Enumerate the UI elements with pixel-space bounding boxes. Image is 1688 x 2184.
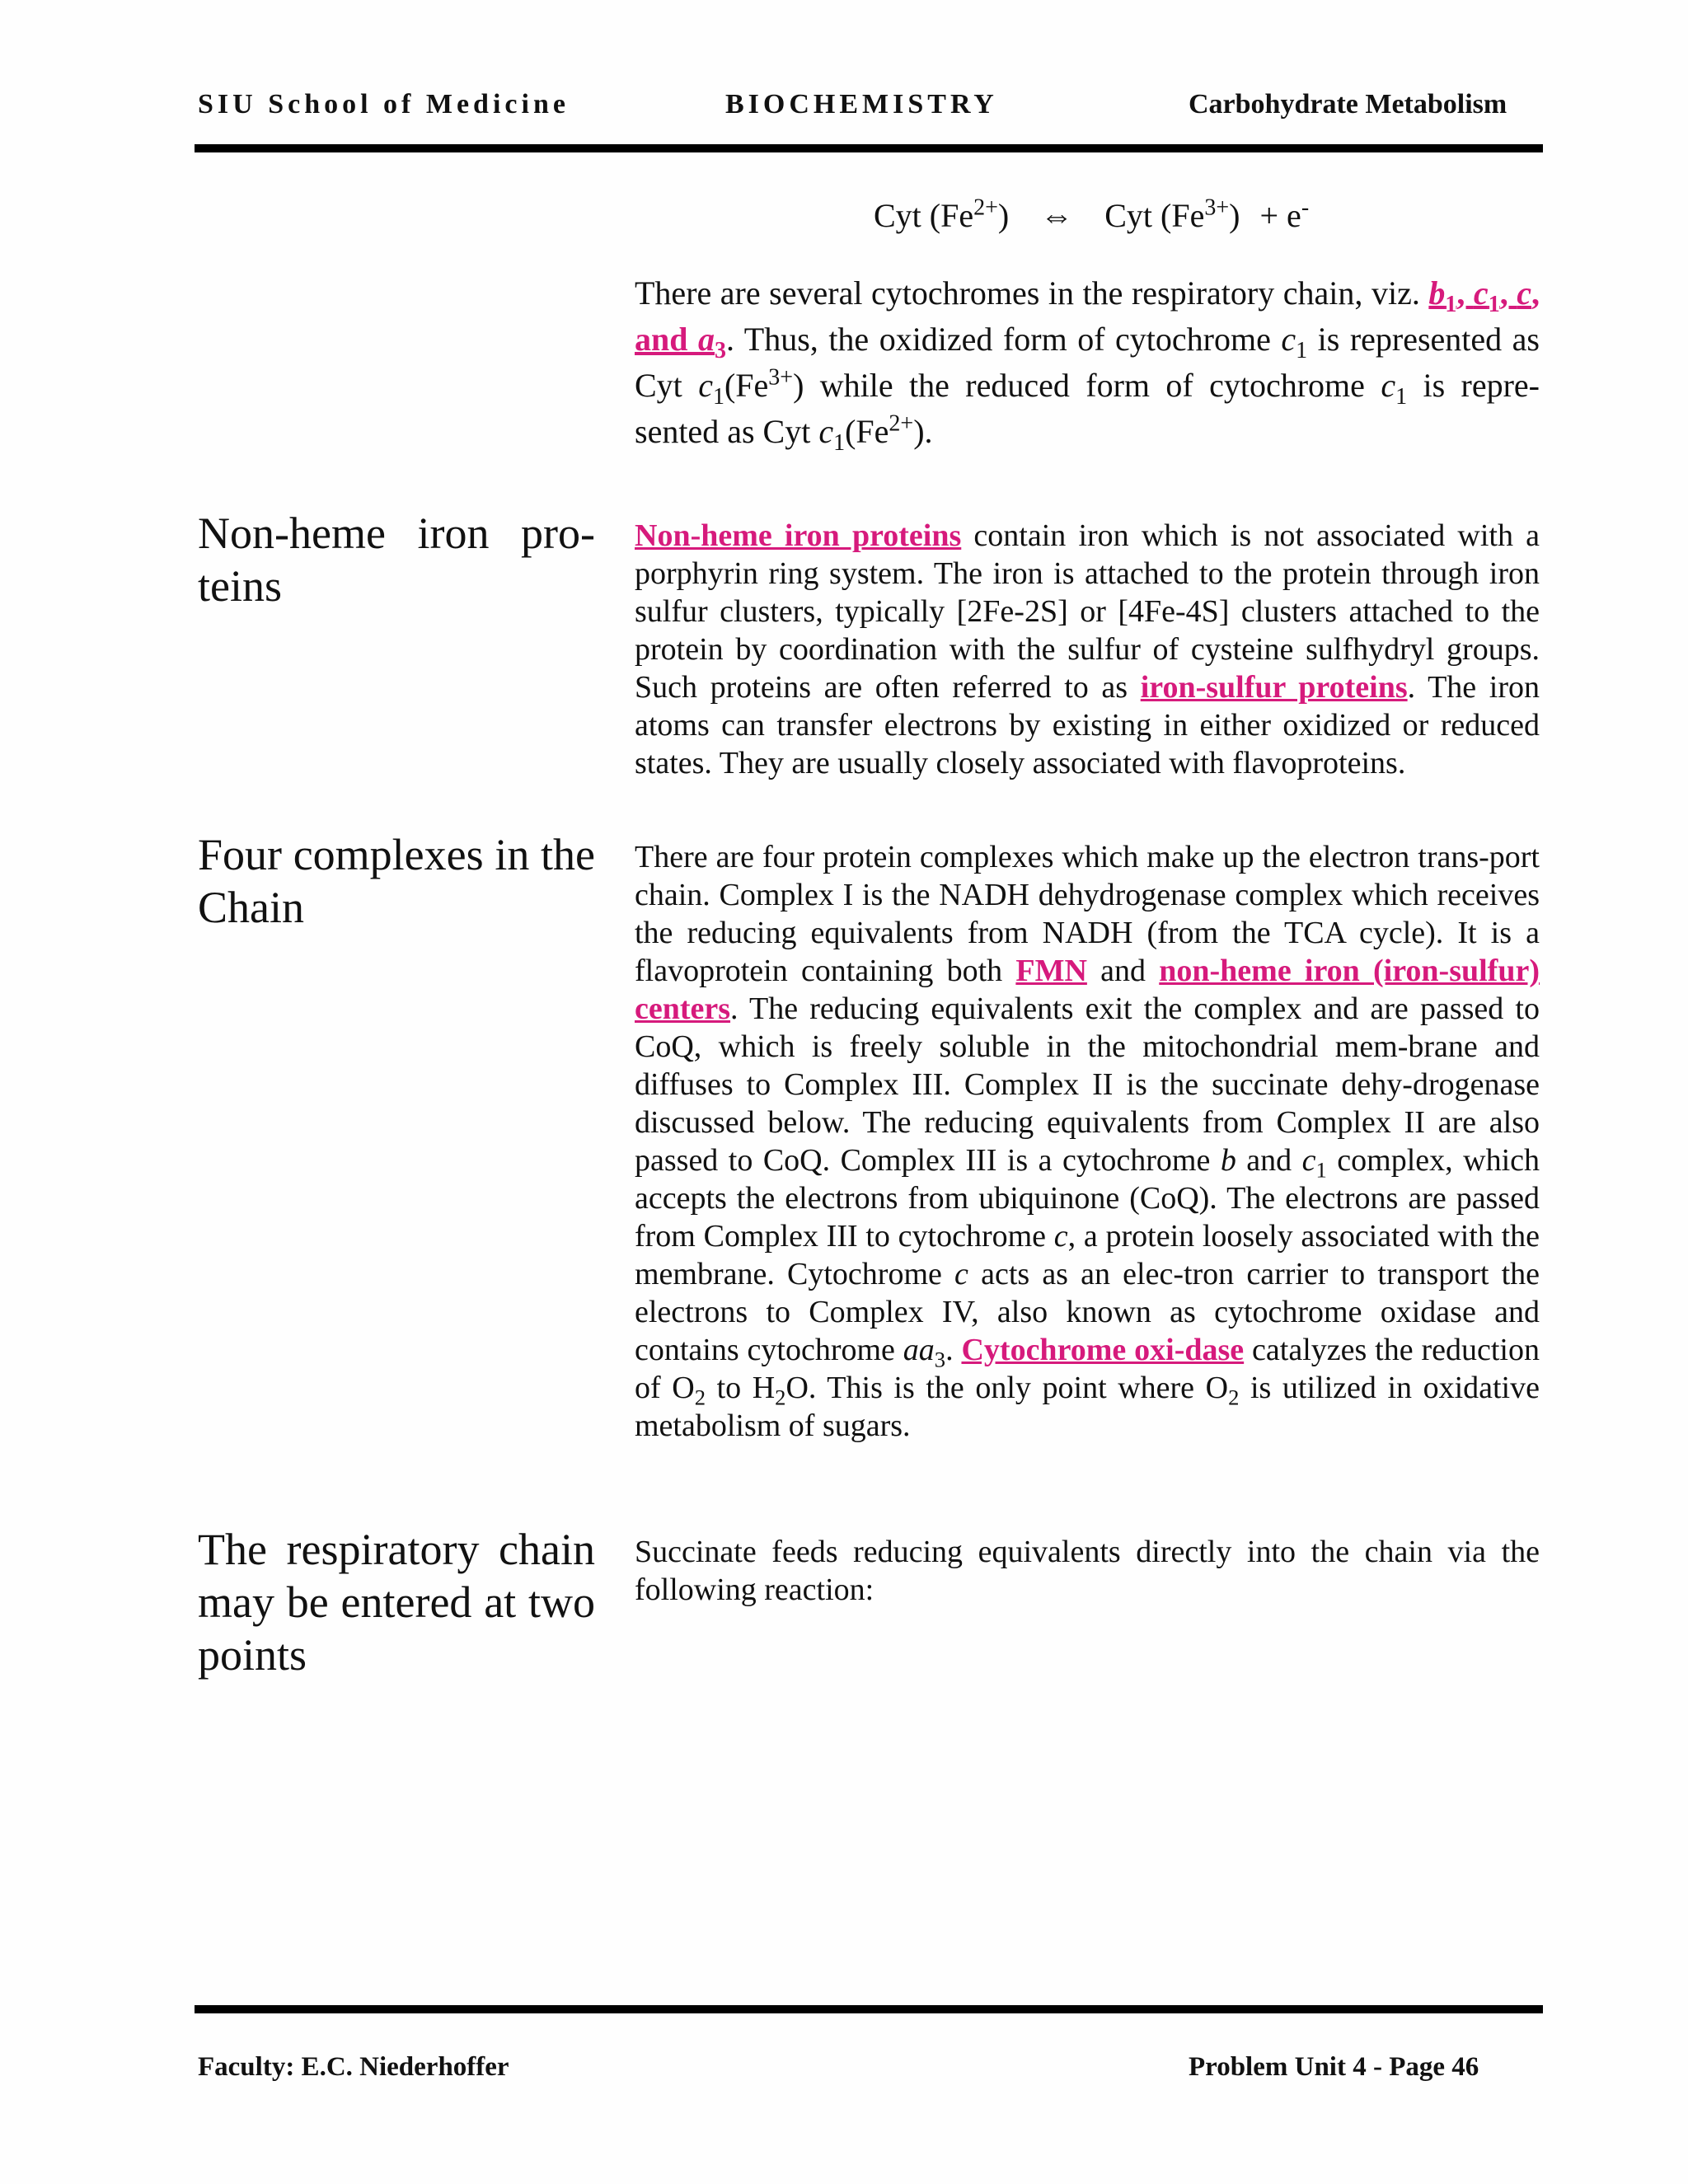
eq-right-base: Cyt (Fe: [1104, 197, 1205, 234]
footer-faculty: Faculty: E.C. Niederhoffer: [198, 2052, 509, 2082]
sidebar-title-complexes: Four complexes in the Chain: [198, 830, 595, 932]
equilibrium-arrow-icon: ⇔: [1040, 197, 1074, 234]
footer-page: Problem Unit 4 - Page 46: [1189, 2052, 1479, 2082]
nonheme-paragraph: Non-heme iron proteins contain iron which is not associated with a porphyrin ring system. The iron is attached to the protein through iron sulfur clusters, typically [2Fe-2S] or [4Fe-4S] clusters attached to the protein by coordination with the sulfur of cysteine sulfhydryl groups. Such proteins are often referred to as iron-sulfur proteins. The iron atoms can transfer electrons by existing in either oxidized or reduced states. They are usually closely associated with flavoproteins.: [635, 518, 1540, 780]
eq-left-close: ): [997, 197, 1010, 234]
eq-right-close: ): [1229, 197, 1240, 234]
header-school: SIU School of Medicine: [198, 89, 570, 120]
cytochrome-list-link[interactable]: $b_1$, $c_1$, c, and $a_3$: [635, 274, 1540, 363]
nonheme-iron-proteins-link[interactable]: Non-heme iron proteins: [635, 518, 962, 553]
footer-rule: [195, 2005, 1543, 2013]
cytochrome-oxidase-link[interactable]: Cytochrome oxi-dase: [961, 1333, 1245, 1367]
header-rule: [195, 144, 1543, 152]
sidebar-title-respiratory: The respiratory chain may be entered at two points: [198, 1525, 595, 1680]
eq-left-base: Cyt (Fe: [874, 197, 974, 234]
eq-electron: + e: [1259, 197, 1301, 234]
nonheme-centers-link[interactable]: non-heme iron (iron-sulfur) centers: [635, 954, 1540, 1026]
eq-right-charge: 3+: [1204, 194, 1230, 221]
cytochromes-paragraph: There are several cytochromes in the respiratory chain, viz. $b_1$, $c_1$, c, and $a_3$. Thus, the oxidized form of cytochrome $c_1$ is represented as Cyt $c_1(Fe^{3+})$ while the reduced form of cytochrome $c_1$ is repre-sented as Cyt $c_1(Fe^{2+})$.: [635, 274, 1540, 456]
respiratory-paragraph: Succinate feeds reducing equivalents directly into the chain via the following reaction:: [635, 1535, 1540, 1607]
header-topic: Carbohydrate Metabolism: [1189, 89, 1507, 120]
header-subject: BIOCHEMISTRY: [725, 89, 998, 120]
fmn-link[interactable]: FMN: [1015, 954, 1087, 988]
complexes-paragraph: There are four protein complexes which make up the electron trans-port chain. Complex I is the NADH dehydrogenase complex which receives the reducing equivalents from NADH (from the TCA cycle). It is a flavoprotein containing both FMN and non-heme iron (iron-sulfur) centers. The reducing equivalents exit the complex and are passed to CoQ, which is freely soluble in the mitochondrial mem-brane and diffuses to Complex III. Complex II is the succinate dehy-drogenase discussed below. The reducing equivalents from Complex II are also passed to CoQ. Complex III is a cytochrome b and $c_1$ complex, which accepts the electrons from ubiquinone (CoQ). The electrons are passed from Complex III to cytochrome c, a protein loosely associated with the membrane. Cytochrome c acts as an elec-tron carrier to transport the electrons to Complex IV, also known as cytochrome oxidase and contains cytochrome $aa_3$. Cytochrome oxi-dase catalyzes the reduction of $O_2$ to $H_2O$. This is the only point where $O_2$ is utilized in oxidative metabolism of sugars.: [635, 840, 1540, 1443]
sidebar-title-nonheme: Non-heme iron pro-teins: [198, 509, 595, 611]
iron-sulfur-proteins-link[interactable]: iron-sulfur proteins: [1140, 670, 1408, 705]
eq-left-charge: 2+: [973, 194, 998, 221]
eq-electron-charge: -: [1301, 194, 1310, 221]
redox-equation: [874, 196, 1309, 235]
